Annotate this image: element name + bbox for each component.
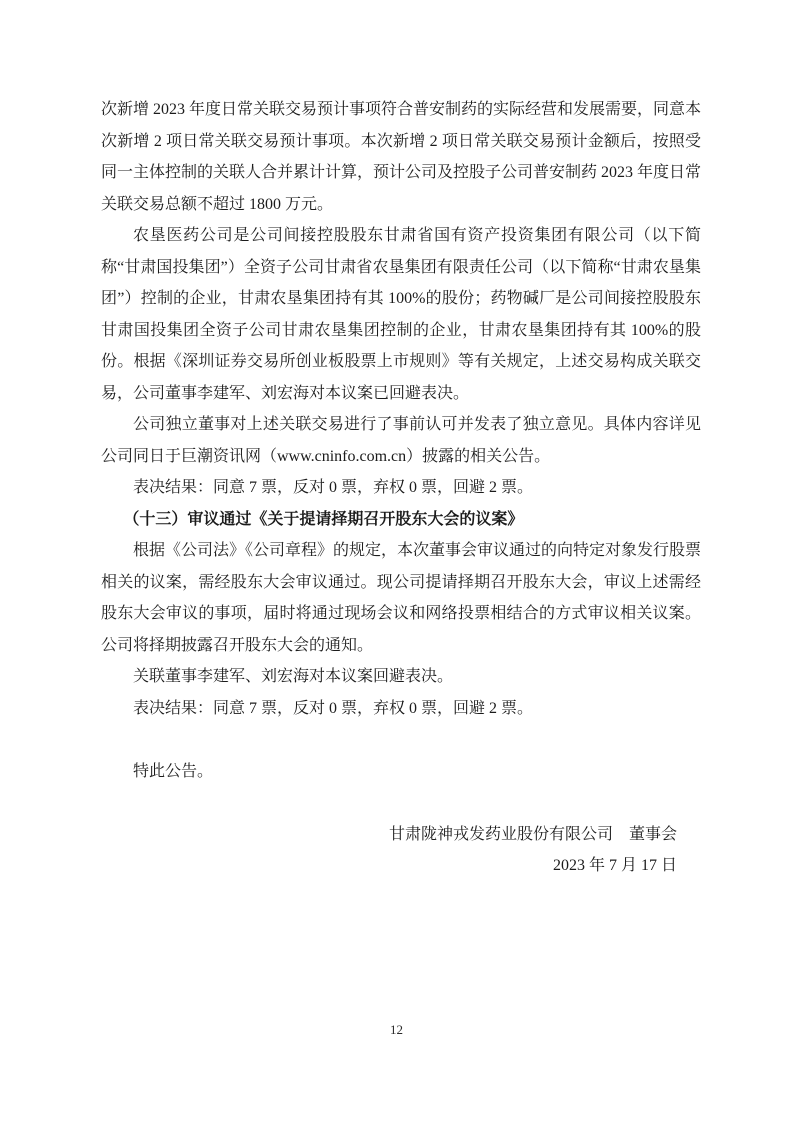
vote-result-item13: 表决结果：同意 7 票，反对 0 票，弃权 0 票，回避 2 票。 <box>133 699 534 717</box>
heading-item-13: （十三）审议通过《关于提请择期召开股东大会的议案》 <box>123 510 524 528</box>
signature-date: 2023 年 7 月 17 日 <box>552 857 677 874</box>
page-number: 12 <box>390 1022 403 1037</box>
paragraph-transaction-estimate: 次新增 2023 年度日常关联交易预计事项符合普安制药的实际经营和发展需要，同意本次新增 2 项日常关联交易预计事项。本次新增 2 项日常关联交易预计金额后，按照受同一主体控制的关联人合并累计计算，预计公司及控股子公司普安制药 2023 年度日常关联交易总额不超过 1800 万元。 <box>101 101 702 213</box>
signature-company: 甘肃陇神戎发药业股份有限公司 董事会 <box>388 825 677 843</box>
signature-block <box>101 819 701 882</box>
paragraph-item13-body: 根据《公司法》《公司章程》的规定，本次董事会审议通过的向特定对象发行股票相关的议案，需经股东大会审议通过。现公司提请择期召开股东大会，审议上述需经股东大会审议的事项，届时将通过现场会议和网络投票相结合的方式审议相关议案。公司将择期披露召开股东大会的通知。 <box>101 542 702 654</box>
vote-result-item12: 表决结果：同意 7 票，反对 0 票，弃权 0 票，回避 2 票。 <box>133 479 534 496</box>
document-body <box>101 0 701 882</box>
paragraph-independent-directors: 公司独立董事对上述关联交易进行了事前认可并发表了独立意见。具体内容详见公司同日于巨潮资讯网（www.cninfo.com.cn）披露的相关公告。 <box>101 416 701 465</box>
paragraph-item13-recusal: 关联董事李建军、刘宏海对本议案回避表决。 <box>133 668 454 685</box>
closing-statement: 特此公告。 <box>133 762 214 780</box>
paragraph-related-parties: 农垦医药公司是公司间接控股股东甘肃省国有资产投资集团有限公司（以下简称“甘肃国投集团”）全资子公司甘肃省农垦集团有限责任公司（以下简称“甘肃农垦集团”）控制的企业，甘肃农垦集团持有其 100%的股份；药物碱厂是公司间接控股股东甘肃国投集团全资子公司甘肃农垦集团控制的企业，甘肃农垦集团持有其 100%的股份。根据《深圳证券交易所创业板股票上市规则》等有关规定，上述交易构成关联交易，公司董事李建军、刘宏海对本议案已回避表决。 <box>101 227 701 402</box>
